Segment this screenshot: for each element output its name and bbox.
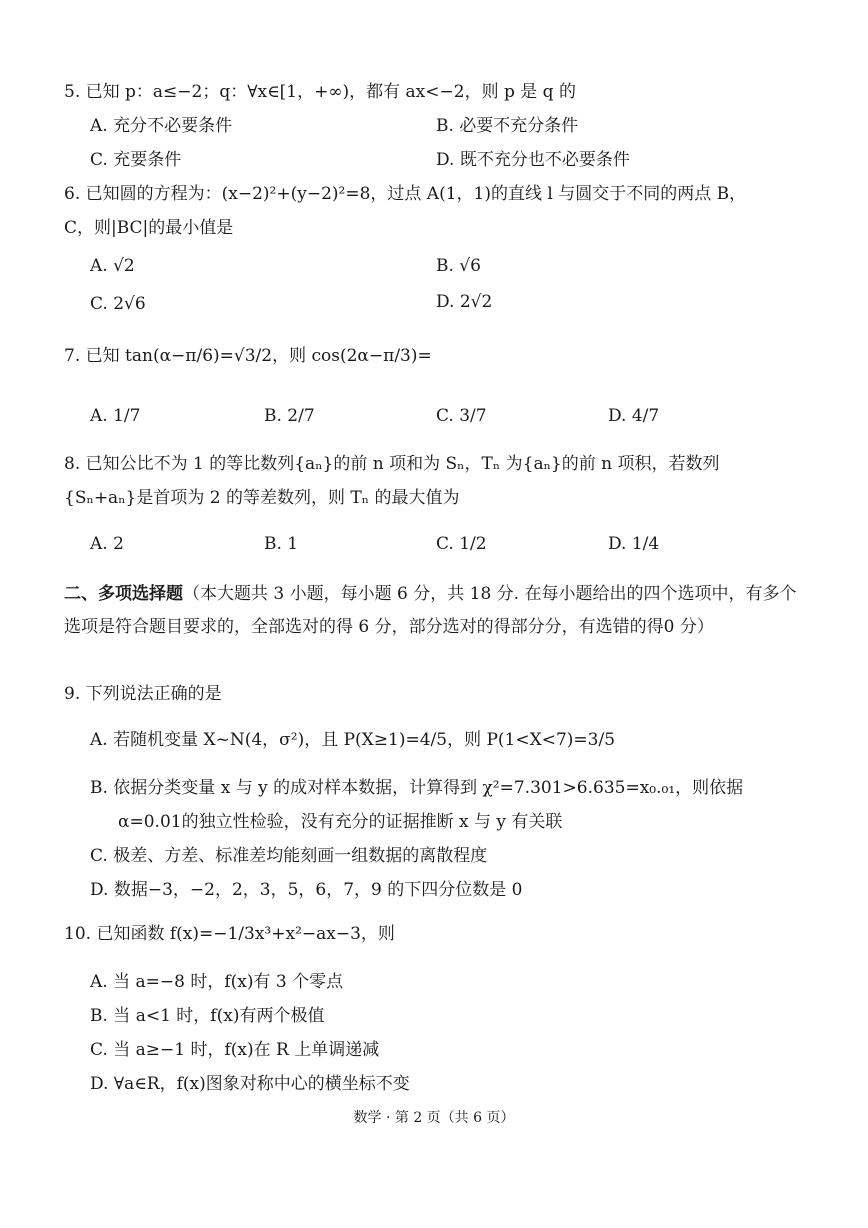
q7-option-b: B. 2/7 xyxy=(264,406,315,426)
page-footer: 数学 · 第 2 页（共 6 页） xyxy=(353,1110,515,1126)
q8-option-b: B. 1 xyxy=(264,534,299,554)
q6-stem-line2: C，则|BC|的最小值是 xyxy=(64,218,234,238)
q9-option-d: D. 数据−3，−2，2，3，5，6，7，9 的下四分位数是 0 xyxy=(90,880,523,900)
q5-option-d: D. 既不充分也不必要条件 xyxy=(436,150,630,170)
q7-option-d: D. 4/7 xyxy=(608,406,660,426)
section2-title: 二、多项选择题 xyxy=(64,584,183,604)
q5-option-b: B. 必要不充分条件 xyxy=(436,116,579,136)
q9-option-b-line2: α=0.01的独立性检验，没有充分的证据推断 x 与 y 有关联 xyxy=(118,812,563,832)
section2-description: （本大题共 3 小题，每小题 6 分，共 18 分. 在每小题给出的四个选项中，有多个选项是符合题目要求的，全部选对的得 6 分，部分选对的得部分分，有选错的得0 分） xyxy=(64,584,797,637)
q7-stem: 7. 已知 tan(α−π/6)=√3/2，则 cos(2α−π/3)= xyxy=(64,346,432,366)
q6-option-d: D. 2√2 xyxy=(436,292,493,312)
q9-option-a: A. 若随机变量 X~N(4，σ²)，且 P(X≥1)=4/5，则 P(1<X<7)=3/5 xyxy=(90,730,616,750)
q9-option-c: C. 极差、方差、标准差均能刻画一组数据的离散程度 xyxy=(90,846,488,866)
q8-stem-line2: {Sₙ+aₙ}是首项为 2 的等差数列，则 Tₙ 的最大值为 xyxy=(64,488,460,508)
q10-stem: 10. 已知函数 f(x)=−1/3x³+x²−ax−3，则 xyxy=(64,924,395,944)
q7-option-a: A. 1/7 xyxy=(90,406,141,426)
q8-stem-line1: 8. 已知公比不为 1 的等比数列{aₙ}的前 n 项和为 Sₙ，Tₙ 为{aₙ}的前 n 项积，若数列 xyxy=(64,454,720,474)
q6-stem-line1: 6. 已知圆的方程为：(x−2)²+(y−2)²=8，过点 A(1，1)的直线 l 与圆交于不同的两点 B， xyxy=(64,184,747,204)
q8-option-d: D. 1/4 xyxy=(608,534,660,554)
q9-stem: 9. 下列说法正确的是 xyxy=(64,684,222,704)
q10-option-b: B. 当 a<1 时，f(x)有两个极值 xyxy=(90,1006,325,1026)
q10-option-a: A. 当 a=−8 时，f(x)有 3 个零点 xyxy=(90,972,344,992)
q10-option-d: D. ∀a∈R，f(x)图象对称中心的横坐标不变 xyxy=(90,1074,410,1094)
q8-option-a: A. 2 xyxy=(90,534,124,554)
section2-heading xyxy=(64,578,808,644)
q8-option-c: C. 1/2 xyxy=(436,534,487,554)
q7-option-c: C. 3/7 xyxy=(436,406,487,426)
q5-stem: 5. 已知 p：a≤−2；q：∀x∈[1，+∞)，都有 ax<−2，则 p 是 q 的 xyxy=(64,82,576,102)
q6-option-b: B. √6 xyxy=(436,256,481,276)
q6-option-c: C. 2√6 xyxy=(90,294,146,314)
q10-option-c: C. 当 a≥−1 时，f(x)在 R 上单调递减 xyxy=(90,1040,380,1060)
q9-option-b-line1: B. 依据分类变量 x 与 y 的成对样本数据，计算得到 χ²=7.301>6.635=x₀.₀₁，则依据 xyxy=(90,778,744,798)
q6-option-a: A. √2 xyxy=(90,256,135,276)
q5-option-c: C. 充要条件 xyxy=(90,150,182,170)
q5-option-a: A. 充分不必要条件 xyxy=(90,116,233,136)
